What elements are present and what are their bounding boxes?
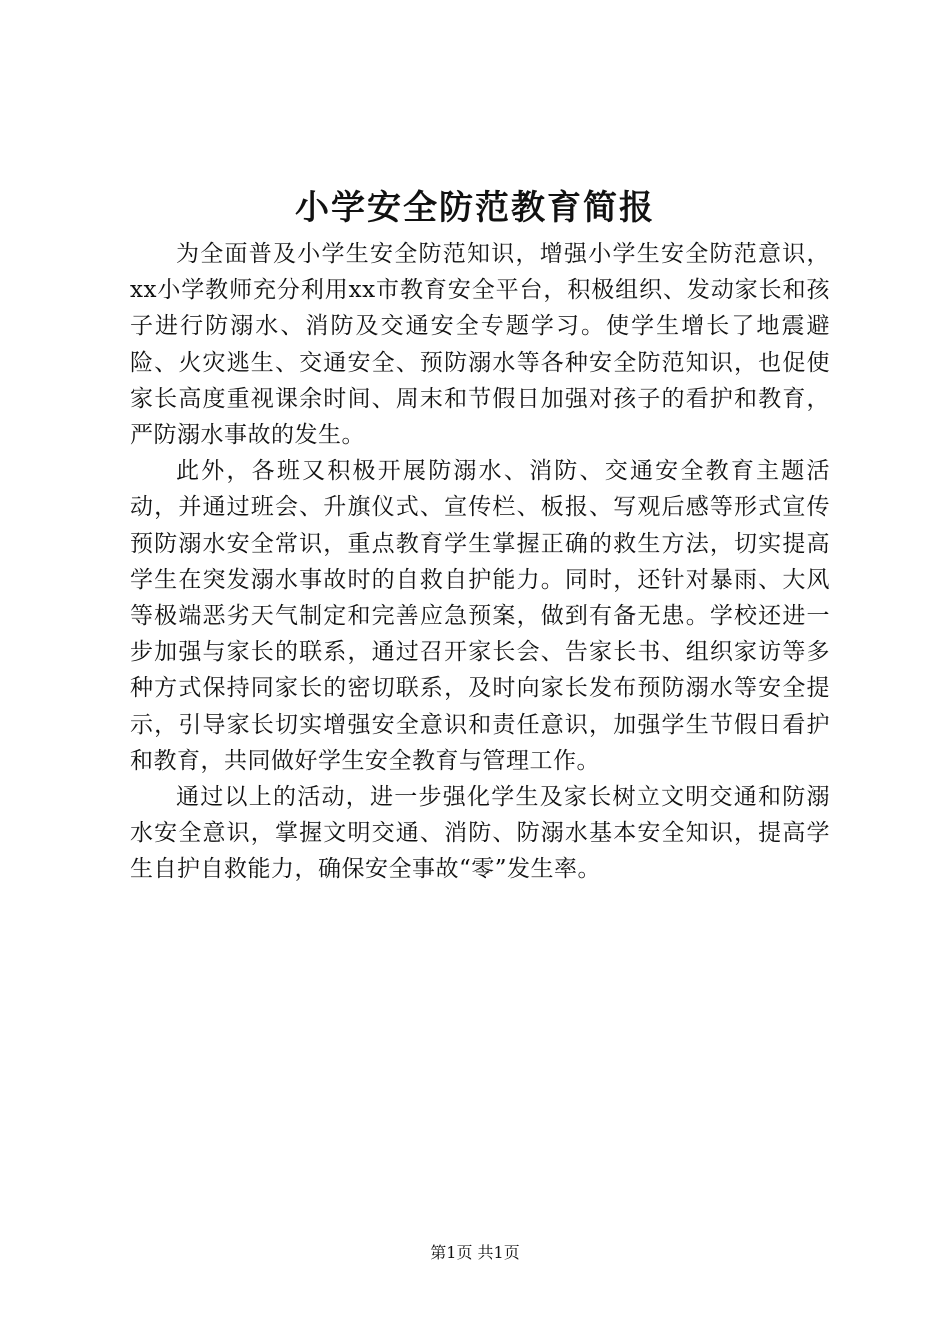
paragraph-conclusion: 通过以上的活动，进一步强化学生及家长树立文明交通和防溺水安全意识，掌握文明交通、消防、防溺水基本安全知识，提高学生自护自救能力，确保安全事故“零”发生率。 [130,784,830,883]
paragraph-intro: 为全面普及小学生安全防范知识，增强小学生安全防范意识，xx小学教师充分利用xx市教育安全平台，积极组织、发动家长和孩子进行防溺水、消防及交通安全专题学习。使学生增长了地震避险、火灾逃生、交通安全、预防溺水等各种安全防范知识，也促使家长高度重视课余时间、周末和节假日加强对孩子的看护和教育，严防溺水事故的发生。 [130,241,830,449]
document-title: 小学安全防范教育简报 [295,188,655,228]
paragraph-activities: 此外，各班又积极开展防溺水、消防、交通安全教育主题活动，并通过班会、升旗仪式、宣传栏、板报、写观后感等形式宣传预防溺水安全常识，重点教育学生掌握正确的救生方法，切实提高学生在突发溺水事故时的自救自护能力。同时，还针对暴雨、大风等极端恶劣天气制定和完善应急预案，做到有备无患。学校还进一步加强与家长的联系，通过召开家长会、告家长书、组织家访等多种方式保持同家长的密切联系，及时向家长发布预防溺水等安全提示，引导家长切实增强安全意识和责任意识，加强学生节假日看护和教育，共同做好学生安全教育与管理工作。 [130,458,830,774]
document-body [130,236,830,888]
page-number-footer: 第1页 共1页 [430,1243,520,1262]
